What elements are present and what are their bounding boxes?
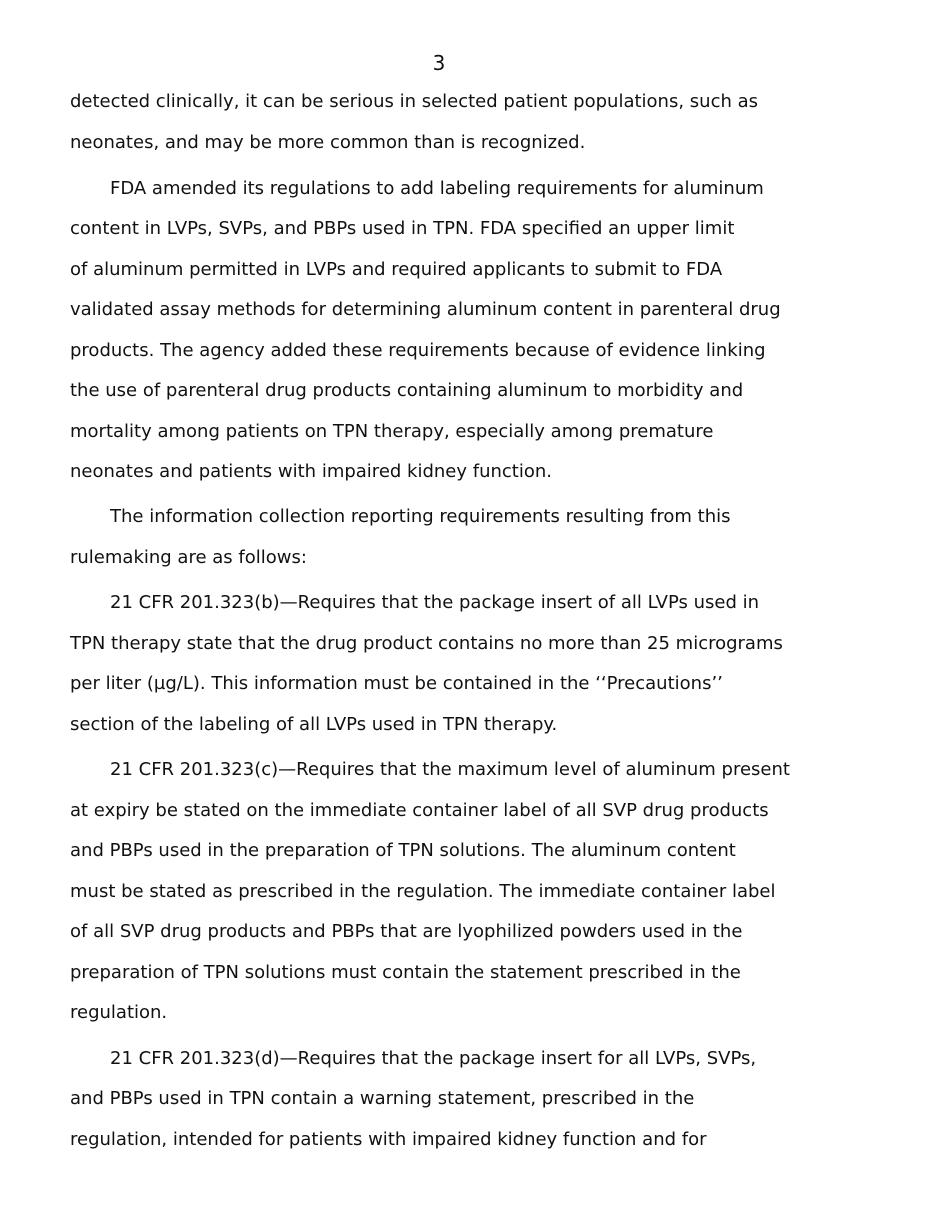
text-line: must be stated as prescribed in the regulation. The immediate container label [70,881,776,902]
text-line: and PBPs used in the preparation of TPN solutions. The aluminum content [70,840,736,861]
text-line: TPN therapy state that the drug product contains no more than 25 micrograms [70,633,783,654]
text-line: regulation, intended for patients with impaired kidney function and for [70,1129,707,1150]
text-line: validated assay methods for determining aluminum content in parenteral drug [70,299,781,320]
text-line: per liter (µg/L). This information must be contained in the ‘‘Precautions’’ [70,673,723,694]
text-line: neonates, and may be more common than is recognized. [70,132,586,153]
paragraph-start-line: 21 CFR 201.323(c)—Requires that the maximum level of aluminum present [110,759,790,780]
text-line: neonates and patients with impaired kidney function. [70,461,552,482]
text-line: preparation of TPN solutions must contain the statement prescribed in the [70,962,741,983]
text-line: of aluminum permitted in LVPs and required applicants to submit to FDA [70,259,723,280]
paragraph-start-line: 21 CFR 201.323(b)—Requires that the package insert of all LVPs used in [110,592,760,613]
page-number: 3 [432,51,446,75]
text-line: regulation. [70,1002,168,1023]
text-line: section of the labeling of all LVPs used in TPN therapy. [70,714,558,735]
text-line: rulemaking are as follows: [70,547,307,568]
paragraph-start-line: FDA amended its regulations to add labeling requirements for aluminum [110,178,764,199]
text-line: detected clinically, it can be serious in selected patient populations, such as [70,91,759,112]
text-line: at expiry be stated on the immediate container label of all SVP drug products [70,800,769,821]
paragraph-start-line: 21 CFR 201.323(d)—Requires that the package insert for all LVPs, SVPs, [110,1048,757,1069]
text-line: mortality among patients on TPN therapy, especially among premature [70,421,714,442]
paragraph-start-line: The information collection reporting requirements resulting from this [110,506,731,527]
text-line: content in LVPs, SVPs, and PBPs used in TPN. FDA specified an upper limit [70,218,735,239]
text-line: products. The agency added these requirements because of evidence linking [70,340,766,361]
text-line: the use of parenteral drug products containing aluminum to morbidity and [70,380,744,401]
text-line: of all SVP drug products and PBPs that are lyophilized powders used in the [70,921,743,942]
text-line: and PBPs used in TPN contain a warning statement, prescribed in the [70,1088,695,1109]
